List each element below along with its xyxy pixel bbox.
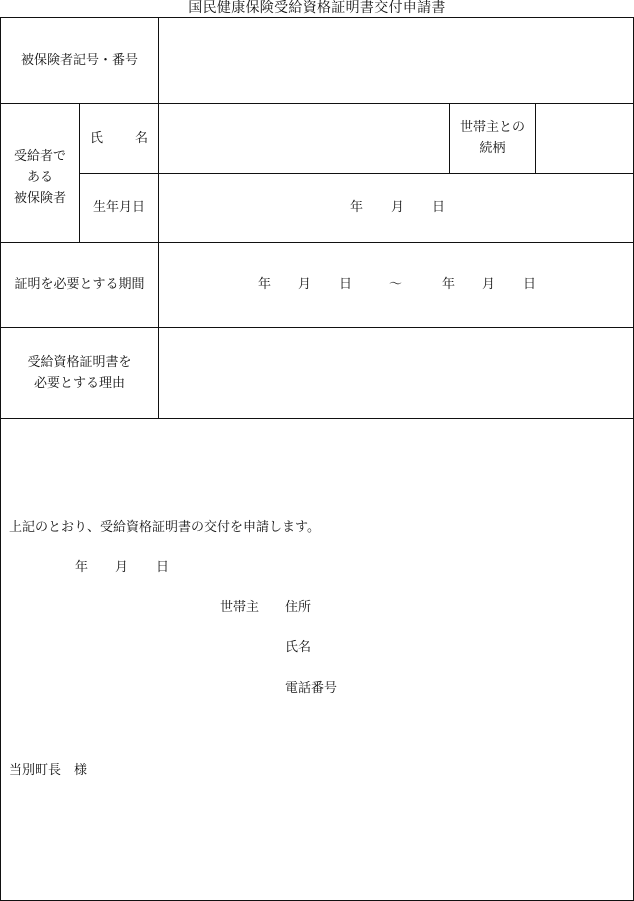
address-label: 住所 bbox=[285, 600, 312, 615]
addressee: 当別町長 様 bbox=[9, 763, 88, 778]
recipient-label-line-1: 受給者で bbox=[13, 149, 66, 164]
applicant-name-label: 氏名 bbox=[285, 640, 312, 655]
birthdate-label: 生年月日 bbox=[92, 200, 145, 215]
row-divider-1 bbox=[0, 103, 634, 104]
period-from-year-label: 年 bbox=[258, 277, 272, 292]
name-label-part-2: 名 bbox=[135, 131, 149, 146]
period-label: 証明を必要とする期間 bbox=[14, 277, 145, 292]
application-statement: 上記のとおり、受給資格証明書の交付を申請します。 bbox=[9, 520, 320, 535]
phone-number-label: 電話番号 bbox=[285, 681, 338, 696]
recipient-label bbox=[1, 146, 79, 209]
recipient-label-line-2: ある bbox=[26, 170, 53, 185]
insured-number-label: 被保険者記号・番号 bbox=[20, 53, 138, 68]
row-divider-5 bbox=[0, 418, 634, 419]
birthdate-day-label: 日 bbox=[432, 200, 446, 215]
row-divider-3 bbox=[0, 242, 634, 243]
relation-label bbox=[450, 117, 535, 159]
application-date-year-label: 年 bbox=[75, 560, 89, 575]
recipient-subcolumn-divider bbox=[79, 103, 80, 242]
reason-label-line-2: 必要とする理由 bbox=[33, 376, 125, 391]
relation-label-line-1: 世帯主との bbox=[459, 120, 525, 135]
recipient-label-line-3: 被保険者 bbox=[13, 191, 66, 206]
name-label bbox=[80, 128, 158, 149]
period-from-month-label: 月 bbox=[298, 277, 312, 292]
row-divider-4 bbox=[0, 327, 634, 328]
application-form bbox=[0, 17, 634, 901]
reason-label bbox=[1, 352, 158, 394]
relation-label-right-divider bbox=[535, 103, 536, 173]
outer-border-top bbox=[0, 17, 634, 18]
period-to-day-label: 日 bbox=[523, 277, 537, 292]
application-date-month-label: 月 bbox=[115, 560, 129, 575]
relation-label-line-2: 続柄 bbox=[479, 141, 506, 156]
period-to-year-label: 年 bbox=[442, 277, 456, 292]
form-title: 国民健康保険受給資格証明書交付申請書 bbox=[188, 0, 446, 16]
birthdate-year-label: 年 bbox=[350, 200, 364, 215]
row-divider-2 bbox=[79, 173, 634, 174]
period-from-day-label: 日 bbox=[339, 277, 353, 292]
label-column-divider bbox=[158, 17, 159, 418]
reason-label-line-1: 受給資格証明書を bbox=[27, 355, 132, 370]
householder-label: 世帯主 bbox=[220, 600, 260, 615]
period-to-month-label: 月 bbox=[482, 277, 496, 292]
name-label-part-1: 氏 bbox=[89, 131, 103, 146]
application-date-day-label: 日 bbox=[156, 560, 170, 575]
birthdate-month-label: 月 bbox=[391, 200, 405, 215]
period-separator: 〜 bbox=[389, 277, 403, 292]
